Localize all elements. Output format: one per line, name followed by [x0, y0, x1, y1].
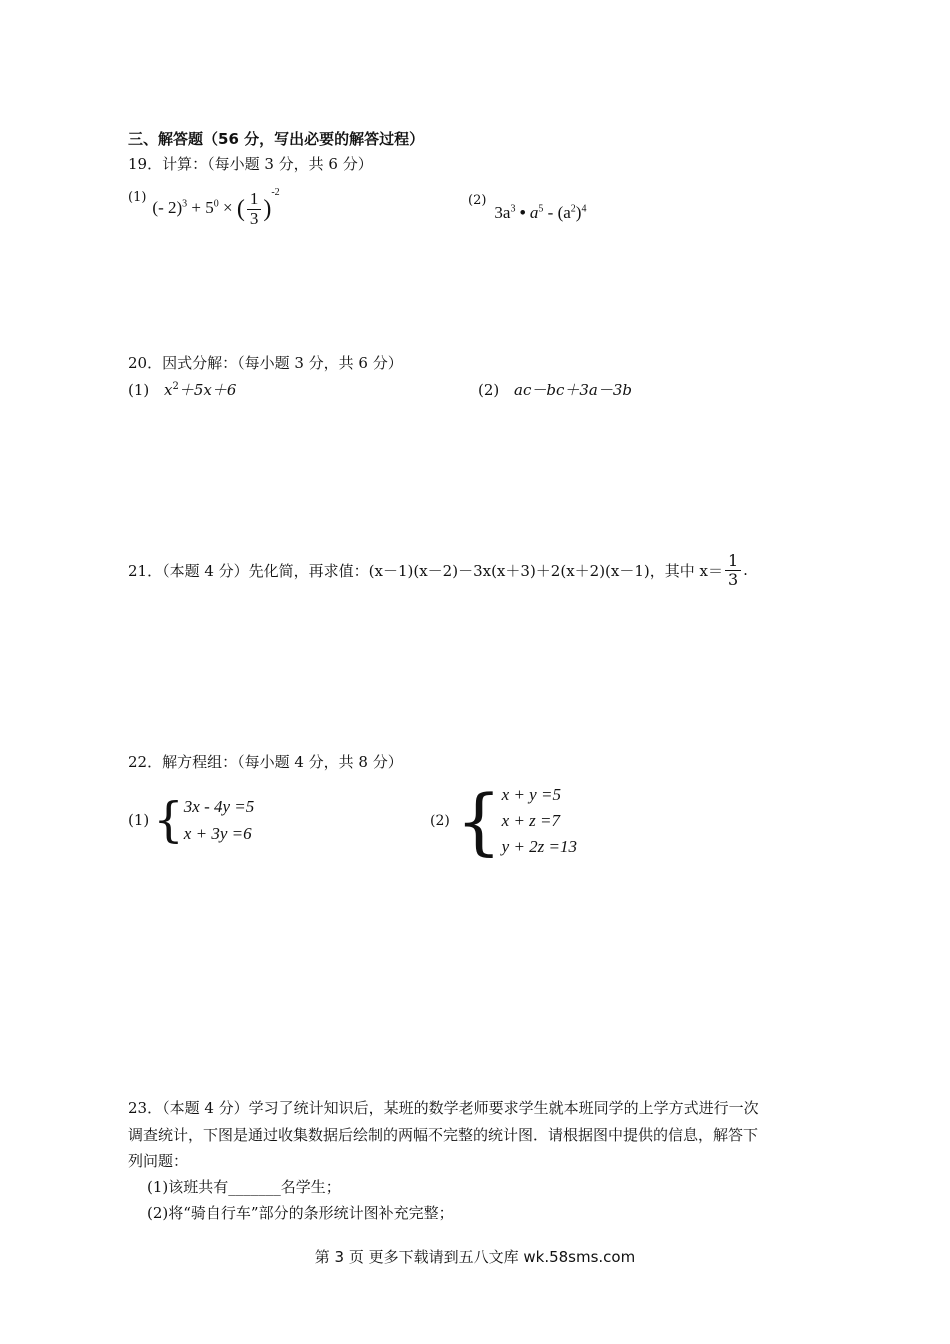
q19-p1-exp1: 3 — [182, 198, 188, 210]
q20-part2-label: (2) — [478, 381, 500, 399]
q19-p1-base: (- 2) — [152, 198, 183, 218]
q19-p1-exp3: -2 — [271, 187, 280, 199]
q22-p2-brace-icon: { — [455, 779, 502, 863]
page-footer: 第 3 页 更多下载请到五八文库 wk.58sms.com — [314, 1248, 636, 1266]
q23-sub2: (2)将“骑自行车”部分的条形统计图补充完整； — [147, 1204, 454, 1222]
q20-header: 20．因式分解：（每小题 3 分，共 6 分） — [128, 354, 403, 372]
q22-p1-eq2: x + 3y =6 — [183, 824, 252, 843]
q19-part2 — [468, 193, 586, 223]
q19-p2-minus: - (a — [543, 203, 571, 222]
q22-part2 — [430, 779, 578, 863]
q20-part2 — [478, 379, 632, 400]
q19-p1-plus: + 5 — [187, 198, 214, 218]
q19-p2-e1: 3 — [510, 203, 516, 215]
q20-p2-expr: ac－bc＋3a－3b — [514, 381, 633, 399]
q21 — [128, 552, 748, 588]
q19-p2-e3: 2 — [570, 203, 576, 215]
q19-p2-e4: 4 — [581, 203, 587, 215]
q22-p1-eq1: 3x - 4y =5 — [183, 797, 255, 816]
section-title: 三、解答题（56 分，写出必要的解答过程） — [128, 130, 425, 148]
q19-p2-t2: a — [529, 203, 539, 222]
q19-part2-label: (2) — [468, 193, 487, 208]
q22-part2-label: (2) — [430, 813, 450, 829]
q22-part1-label: (1) — [128, 811, 150, 829]
q19-p1-times: × — [218, 198, 233, 218]
q19-p2-e2: 5 — [538, 203, 544, 215]
q19-p2-t1: 3a — [494, 203, 511, 222]
q22-p2-eq3: y + 2z =13 — [501, 837, 578, 856]
q19-p2-dot: • — [515, 203, 530, 222]
q20-p1-exp: 2 — [172, 381, 179, 392]
q20-part1 — [128, 379, 236, 400]
q21-end: . — [743, 561, 748, 580]
q23-sub1: (1)该班共有_______名学生； — [147, 1178, 341, 1196]
q20-p1-expr-a: x — [164, 381, 173, 399]
q22-header: 22．解方程组：（每小题 4 分，共 8 分） — [128, 753, 403, 771]
q22-p1-brace-icon: { — [153, 792, 184, 848]
q19-part1: (1) (- $2)^3 + 5^0$ × ( $\frac{1}{3}$ )$^{-2}$ — [128, 187, 280, 228]
q23-line1: 23．（本题 4 分）学习了统计知识后，某班的数学老师要求学生就本班同学的上学方式进行一次 — [128, 1099, 759, 1117]
q19-p1-fraction: $\frac{1}{3}$ — [247, 190, 262, 228]
q20-part1-label: (1) — [128, 381, 150, 399]
q23-line3: 列问题： — [128, 1152, 189, 1170]
q22-part1 — [128, 793, 254, 847]
q19-p1-exp2: 0 — [213, 198, 219, 210]
q22-p2-eq1: x + y =5 — [501, 785, 561, 804]
q21-text: 21．（本题 4 分）先化简，再求值：(x－1)(x－2)－3x(x＋3)＋2(x＋2)(x－1)，其中 x＝ — [128, 561, 723, 580]
q19-header: 19．计算：（每小题 3 分，共 6 分） — [128, 155, 373, 173]
q19-p2-close: ) — [575, 203, 582, 222]
q21-fraction: $\frac{1}{3}$ — [725, 552, 741, 588]
q23-line2: 调查统计，下图是通过收集数据后绘制的两幅不完整的统计图．请根据图中提供的信息，解答下 — [128, 1126, 759, 1144]
q20-p1-expr-b: ＋5x＋6 — [178, 381, 237, 399]
q19-part1-label: (1) — [128, 190, 147, 205]
q22-p2-eq2: x + z =7 — [501, 811, 561, 830]
